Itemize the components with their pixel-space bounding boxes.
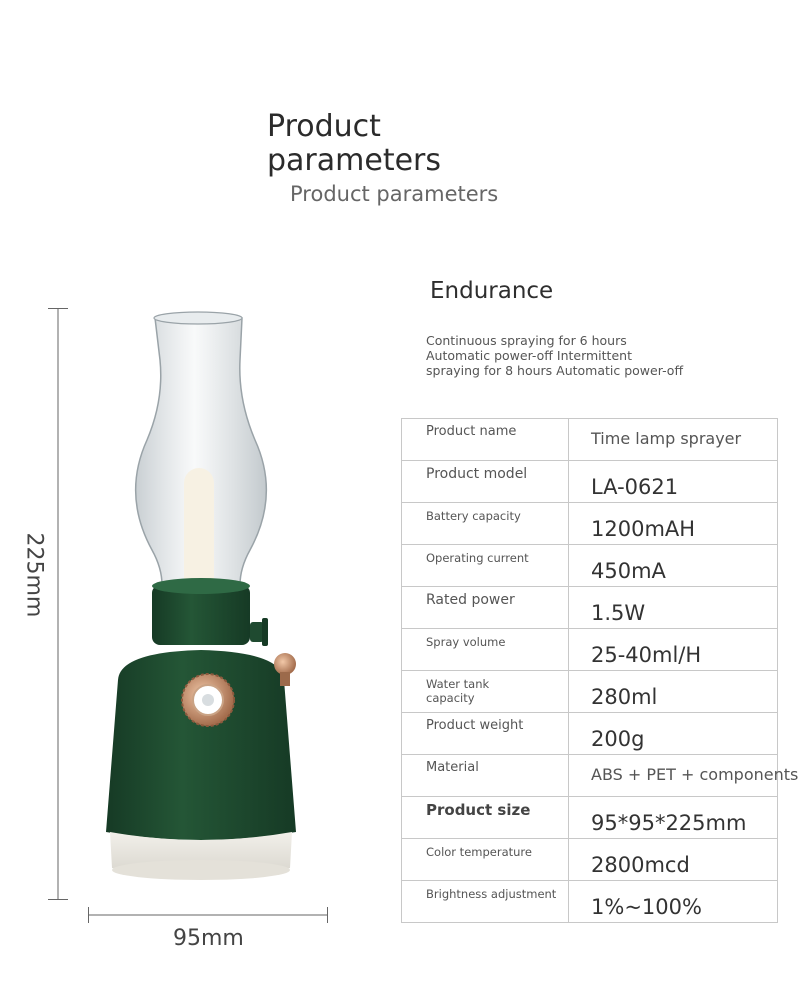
table-row bbox=[402, 839, 778, 881]
table-row bbox=[402, 713, 778, 755]
table-row bbox=[402, 503, 778, 545]
param-key: Product name bbox=[402, 419, 569, 461]
page-subtitle: Product parameters bbox=[290, 182, 499, 206]
table-row bbox=[402, 419, 778, 461]
param-value: 25-40ml/H bbox=[569, 629, 778, 671]
table-row bbox=[402, 545, 778, 587]
table-row bbox=[402, 461, 778, 503]
param-key: Spray volume bbox=[402, 629, 569, 671]
param-value: 450mA bbox=[569, 545, 778, 587]
width-dimension-label: 95mm bbox=[173, 926, 244, 951]
param-value: 1%~100% bbox=[569, 881, 778, 923]
table-row bbox=[402, 797, 778, 839]
height-dimension-label: 225mm bbox=[21, 532, 47, 618]
endurance-line: Continuous spraying for 6 hours bbox=[426, 333, 627, 348]
param-value: 2800mcd bbox=[569, 839, 778, 881]
width-dimension-line bbox=[88, 905, 328, 925]
param-key: Product size bbox=[402, 797, 569, 839]
param-value: 1200mAH bbox=[569, 503, 778, 545]
param-value: ABS + PET + components bbox=[569, 755, 778, 797]
param-value: 280ml bbox=[569, 671, 778, 713]
param-value: 200g bbox=[569, 713, 778, 755]
param-key: Color temperature bbox=[402, 839, 569, 881]
param-value: 95*95*225mm bbox=[569, 797, 778, 839]
endurance-heading: Endurance bbox=[430, 278, 554, 304]
table-row bbox=[402, 671, 778, 713]
param-value: LA-0621 bbox=[569, 461, 778, 503]
param-key: Brightness adjustment bbox=[402, 881, 569, 923]
param-value: Time lamp sprayer bbox=[569, 419, 778, 461]
endurance-line: Automatic power-off Intermittent bbox=[426, 348, 632, 363]
param-key: Material bbox=[402, 755, 569, 797]
endurance-description bbox=[426, 333, 726, 378]
lamp-humidifier-image bbox=[80, 300, 340, 900]
endurance-line: spraying for 8 hours Automatic power-off bbox=[426, 363, 684, 378]
table-row bbox=[402, 629, 778, 671]
table-row bbox=[402, 587, 778, 629]
param-key: Product weight bbox=[402, 713, 569, 755]
param-key: Battery capacity bbox=[402, 503, 569, 545]
param-key: Operating current bbox=[402, 545, 569, 587]
param-key: Product model bbox=[402, 461, 569, 503]
param-key: Rated power bbox=[402, 587, 569, 629]
param-key: Water tank capacity bbox=[402, 671, 569, 713]
param-value: 1.5W bbox=[569, 587, 778, 629]
parameters-table bbox=[401, 418, 798, 923]
page-title: Product parameters bbox=[267, 109, 442, 178]
table-row bbox=[402, 755, 778, 797]
table-row bbox=[402, 881, 778, 923]
